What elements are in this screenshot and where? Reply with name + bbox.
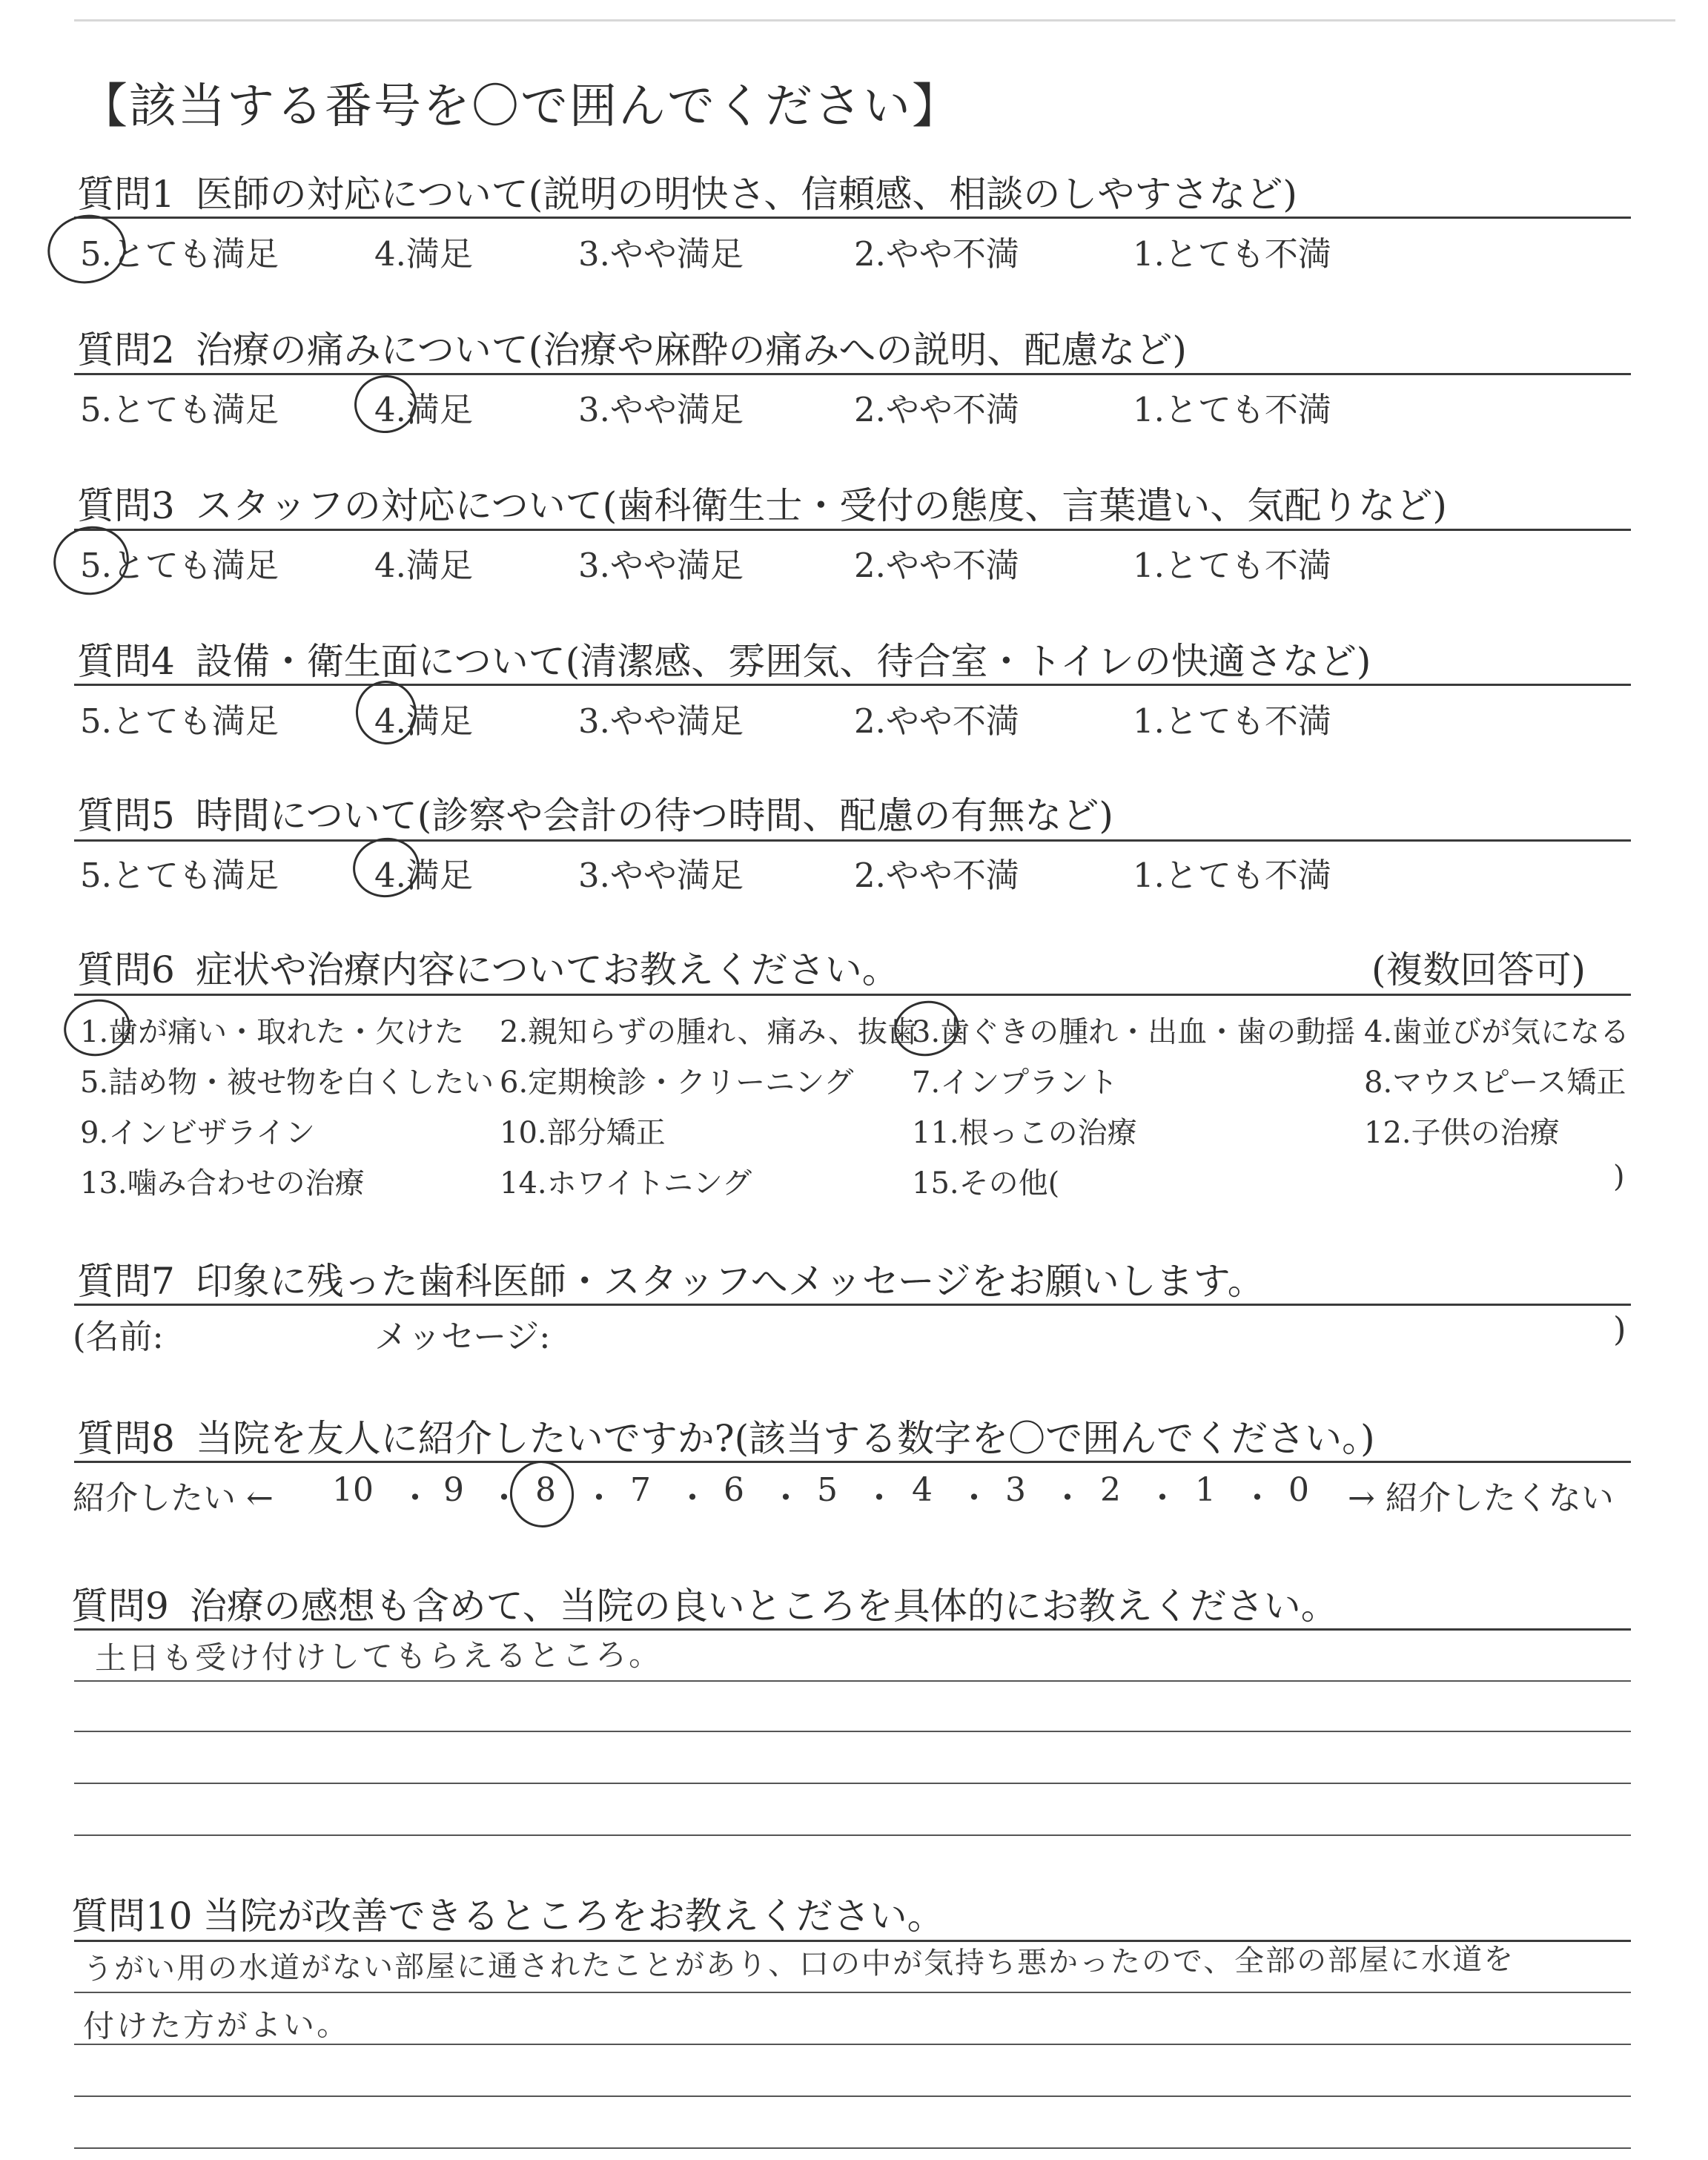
q3-selected-circle	[47, 519, 136, 601]
q9-answer-line-1: 土日も受け付けしてもらえるところ。	[94, 1636, 663, 1677]
q2-text: 治療の痛みについて(治療や麻酔の痛みへの説明、配慮など)	[195, 328, 1187, 371]
q8-number: 質問8	[77, 1417, 175, 1460]
q7-title	[77, 1252, 1265, 1305]
q6-option-11[interactable]: 11.根っこの治療	[912, 1116, 1137, 1150]
q10-title	[71, 1886, 944, 1940]
q6-selected-circle-1	[59, 994, 135, 1061]
q2-option-1[interactable]: 1.とても不満	[1133, 390, 1331, 429]
q4-rule	[74, 684, 1631, 686]
q2-option-3[interactable]: 3.やや満足	[578, 390, 744, 429]
q6-option-6[interactable]: 6.定期検診・クリーニング	[500, 1066, 854, 1100]
q10-text: 当院が改善できるところをお教えください。	[202, 1895, 944, 1938]
q6-option-10[interactable]: 10.部分矯正	[500, 1116, 666, 1150]
q4-option-2[interactable]: 2.やや不満	[854, 701, 1019, 741]
q9-text: 治療の感想も含めて、当院の良いところを具体的にお教えください。	[189, 1585, 1338, 1628]
q5-option-3[interactable]: 3.やや満足	[578, 856, 744, 895]
q8-sep: ・	[958, 1479, 990, 1517]
q4-number: 質問4	[77, 640, 175, 683]
q6-option-15[interactable]: 15.その他(	[912, 1166, 1060, 1200]
q10-number: 質問10	[71, 1895, 193, 1938]
q4-option-5[interactable]: 5.とても満足	[80, 701, 279, 741]
q6-option-9[interactable]: 9.インビザライン	[80, 1116, 315, 1150]
q8-scale-2[interactable]: 2	[1100, 1471, 1121, 1509]
q5-text: 時間について(診察や会計の待つ時間、配慮の有無など)	[195, 794, 1113, 837]
q8-scale-8[interactable]: 8	[535, 1471, 556, 1509]
q8-sep: ・	[1051, 1479, 1084, 1517]
q8-text: 当院を友人に紹介したいですか?(該当する数字を〇で囲んでください。)	[195, 1417, 1375, 1460]
q7-rule	[74, 1304, 1631, 1306]
q6-other-close: )	[1613, 1160, 1625, 1194]
q3-option-2[interactable]: 2.やや不満	[854, 546, 1019, 585]
q1-option-2[interactable]: 2.やや不満	[854, 234, 1019, 274]
q3-option-5[interactable]: 5.とても満足	[80, 546, 279, 585]
q8-scale-9[interactable]: 9	[443, 1471, 464, 1509]
q8-title	[77, 1409, 1375, 1462]
q3-option-4[interactable]: 4.満足	[374, 546, 473, 585]
q8-scale-10[interactable]: 10	[332, 1471, 374, 1509]
q9-answer-rule	[74, 1680, 1631, 1682]
instruction-header: 【該当する番号を〇で囲んでください】	[80, 79, 961, 134]
q8-sep: ・	[1241, 1479, 1274, 1517]
q6-option-7[interactable]: 7.インプラント	[912, 1066, 1119, 1100]
q6-text: 症状や治療内容についてお教えください。	[195, 948, 899, 991]
q3-option-1[interactable]: 1.とても不満	[1133, 546, 1331, 585]
q6-selected-circle-3	[890, 996, 964, 1061]
q1-title	[77, 165, 1297, 218]
q2-number: 質問2	[77, 328, 175, 371]
q9-title	[71, 1576, 1338, 1630]
q4-text: 設備・衛生面について(清潔感、雰囲気、待合室・トイレの快適さなど)	[195, 640, 1371, 683]
q8-scale-4[interactable]: 4	[912, 1471, 933, 1509]
q8-sep: ・	[769, 1479, 802, 1517]
q6-rule	[74, 994, 1631, 996]
q10-answer-rule	[74, 2147, 1631, 2149]
q7-name-label: (名前:	[73, 1317, 164, 1356]
q4-option-3[interactable]: 3.やや満足	[578, 701, 744, 741]
q3-title	[77, 476, 1447, 529]
q5-option-4[interactable]: 4.満足	[374, 856, 473, 895]
q8-sep: ・	[676, 1479, 709, 1517]
q8-sep: ・	[583, 1479, 615, 1517]
q8-right-label: → 紹介したくない	[1348, 1479, 1614, 1517]
q6-number: 質問6	[77, 948, 175, 991]
q8-left-label: 紹介したい ←	[73, 1479, 274, 1517]
q6-option-14[interactable]: 14.ホワイトニング	[500, 1166, 752, 1200]
q2-option-2[interactable]: 2.やや不満	[854, 390, 1019, 429]
q9-number: 質問9	[71, 1585, 169, 1628]
q5-option-1[interactable]: 1.とても不満	[1133, 856, 1331, 895]
q8-scale-6[interactable]: 6	[724, 1471, 744, 1509]
q2-title	[77, 320, 1187, 374]
q9-answer-rule	[74, 1731, 1631, 1732]
q10-answer-rule	[74, 1992, 1631, 1993]
q7-text: 印象に残った歯科医師・スタッフへメッセージをお願いします。	[195, 1260, 1265, 1303]
q8-sep: ・	[863, 1479, 896, 1517]
q6-option-5[interactable]: 5.詰め物・被せ物を白くしたい	[80, 1066, 494, 1100]
q6-option-8[interactable]: 8.マウスピース矯正	[1364, 1066, 1626, 1100]
q6-option-3[interactable]: 3.歯ぐきの腫れ・出血・歯の動揺	[912, 1015, 1356, 1049]
q2-option-4[interactable]: 4.満足	[374, 390, 473, 429]
q1-option-4[interactable]: 4.満足	[374, 234, 473, 274]
q5-number: 質問5	[77, 794, 175, 837]
q1-option-1[interactable]: 1.とても不満	[1133, 234, 1331, 274]
q8-scale-5[interactable]: 5	[817, 1471, 838, 1509]
q3-number: 質問3	[77, 484, 175, 527]
q6-option-12[interactable]: 12.子供の治療	[1364, 1116, 1560, 1150]
q8-scale-0[interactable]: 0	[1288, 1471, 1309, 1509]
q7-message-label: メッセージ:	[374, 1317, 551, 1356]
q5-rule	[74, 839, 1631, 842]
q6-option-4[interactable]: 4.歯並びが気になる	[1364, 1015, 1630, 1049]
q4-option-1[interactable]: 1.とても不満	[1133, 701, 1331, 741]
q4-option-4[interactable]: 4.満足	[374, 701, 473, 741]
q7-close-paren: )	[1613, 1309, 1626, 1349]
q8-sep: ・	[399, 1479, 431, 1517]
q1-selected-circle	[42, 208, 133, 291]
q8-rule	[74, 1461, 1631, 1463]
q3-rule	[74, 529, 1631, 531]
q1-text: 医師の対応について(説明の明快さ、信頼感、相談のしやすさなど)	[195, 173, 1297, 216]
q8-scale-7[interactable]: 7	[630, 1471, 651, 1509]
q10-answer-line-1: うがい用の水道がない部屋に通されたことがあり、口の中が気持ち悪かったので、全部の部屋に水道を	[82, 1942, 1515, 1986]
q7-number: 質問7	[77, 1260, 175, 1303]
q10-answer-rule	[74, 2044, 1631, 2045]
q10-answer-rule	[74, 2095, 1631, 2097]
q8-scale-1[interactable]: 1	[1195, 1471, 1216, 1509]
q2-option-5[interactable]: 5.とても満足	[80, 390, 279, 429]
q3-option-3[interactable]: 3.やや満足	[578, 546, 744, 585]
q6-option-1[interactable]: 1.歯が痛い・取れた・欠けた	[80, 1015, 465, 1049]
q6-option-2[interactable]: 2.親知らずの腫れ、痛み、抜歯	[500, 1015, 917, 1049]
q6-option-13[interactable]: 13.噛み合わせの治療	[80, 1166, 365, 1200]
q1-option-3[interactable]: 3.やや満足	[578, 234, 744, 274]
q3-text: スタッフの対応について(歯科衛生士・受付の態度、言葉遣い、気配りなど)	[195, 484, 1447, 527]
q5-title	[77, 786, 1113, 839]
q8-scale-3[interactable]: 3	[1005, 1471, 1026, 1509]
q6-title	[77, 940, 899, 994]
q1-option-5[interactable]: 5.とても満足	[80, 234, 279, 274]
q10-answer-line-2: 付けた方がよい。	[82, 2006, 351, 2044]
q8-sep: ・	[1146, 1479, 1179, 1517]
q1-number: 質問1	[77, 173, 175, 216]
q2-rule	[74, 373, 1631, 375]
q5-option-5[interactable]: 5.とても満足	[80, 856, 279, 895]
q1-rule	[74, 217, 1631, 219]
q9-rule	[74, 1628, 1631, 1631]
page-top-rule	[74, 19, 1675, 22]
q4-title	[77, 632, 1371, 685]
q8-sep: ・	[488, 1479, 520, 1517]
q6-multiple-note: (複数回答可)	[1371, 948, 1586, 991]
q9-answer-rule	[74, 1783, 1631, 1784]
q5-option-2[interactable]: 2.やや不満	[854, 856, 1019, 895]
q8-selected-circle	[505, 1456, 579, 1533]
q9-answer-rule	[74, 1834, 1631, 1836]
